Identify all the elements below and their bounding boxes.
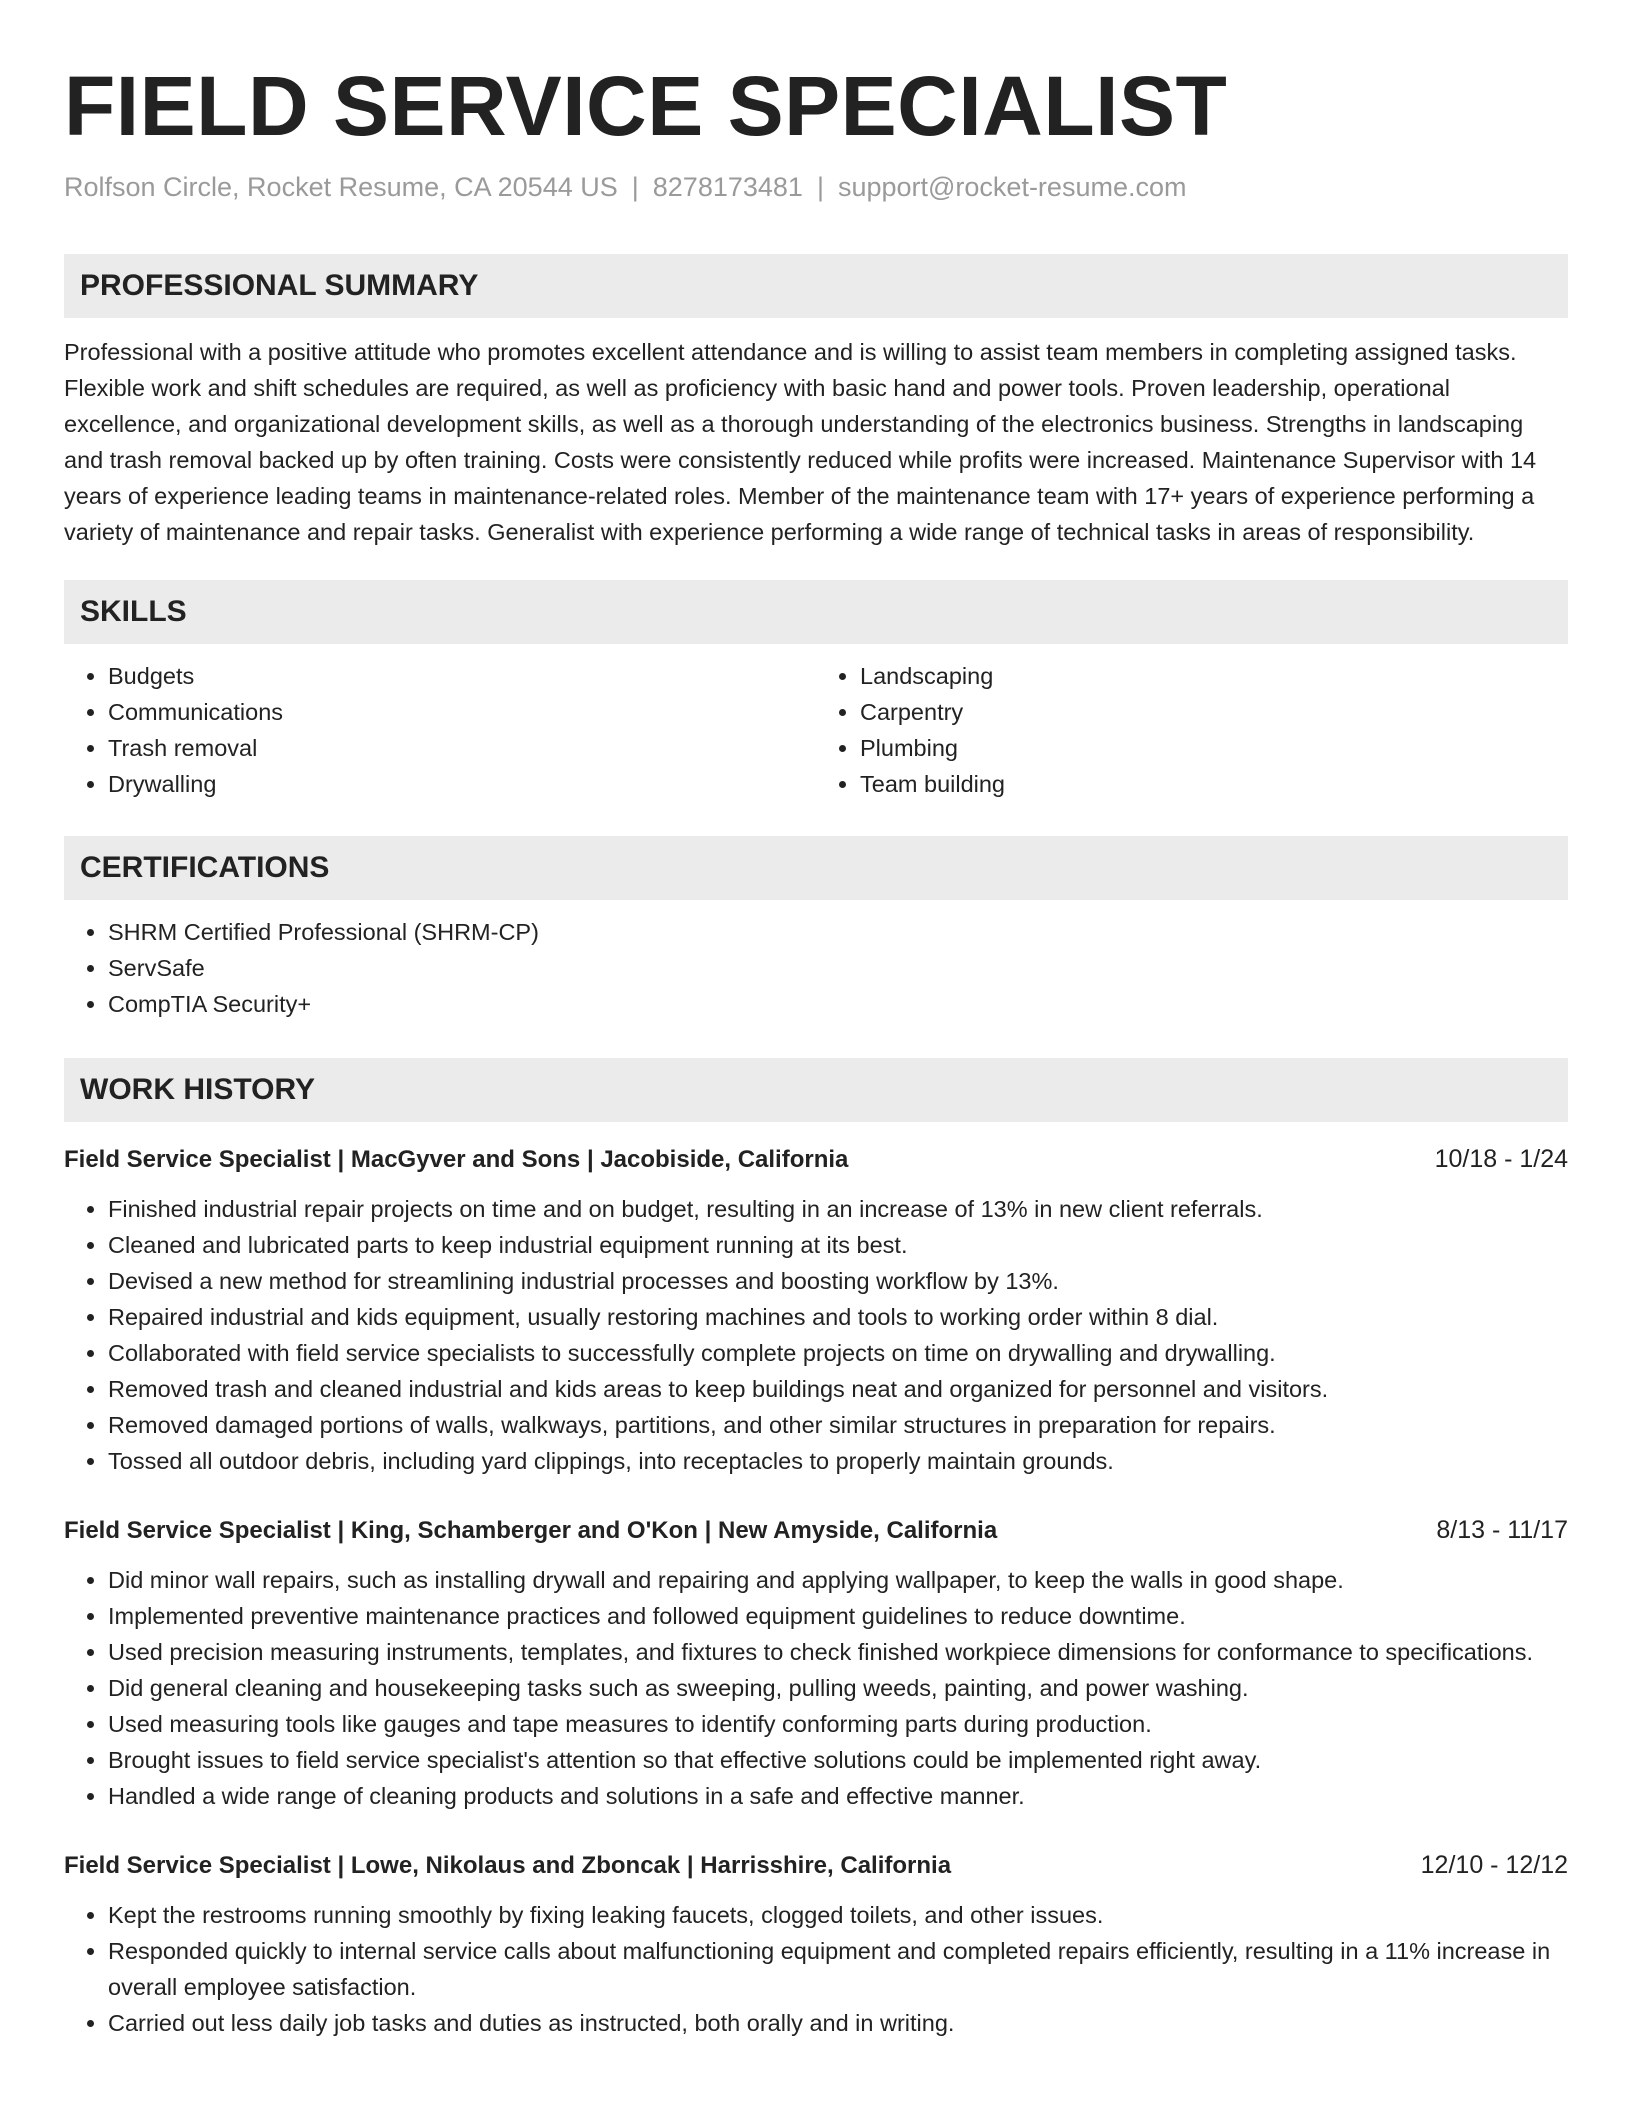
job-title: Field Service Specialist | King, Schamberger and O'Kon | New Amyside, California xyxy=(64,1517,998,1544)
job-bullets xyxy=(64,1191,1568,1479)
job-dates: 12/10 - 12/12 xyxy=(1420,1851,1568,1879)
resume-title: FIELD SERVICE SPECIALIST xyxy=(64,59,1228,153)
job-bullet: • Tossed all outdoor debris, including yard clippings, into receptacles to properly maintain grounds. xyxy=(108,1443,1568,1479)
job-bullet: • Did minor wall repairs, such as installing drywall and repairing and applying wallpaper, to keep the walls in good shape. xyxy=(108,1562,1568,1598)
contact-separator: | xyxy=(631,172,639,202)
job-title: Field Service Specialist | MacGyver and Sons | Jacobiside, California xyxy=(64,1146,849,1173)
job-bullet: • Implemented preventive maintenance practices and followed equipment guidelines to reduce downtime. xyxy=(108,1598,1568,1634)
contact-line xyxy=(64,170,1568,204)
skills-column-left xyxy=(64,658,816,802)
job-bullets xyxy=(64,1562,1568,1814)
job-bullet: • Collaborated with field service specialists to successfully complete projects on time on drywalling and drywalling. xyxy=(108,1335,1568,1371)
skills-column-right xyxy=(816,658,1568,802)
job-bullet: • Handled a wide range of cleaning products and solutions in a safe and effective manner. xyxy=(108,1778,1568,1814)
certifications-list xyxy=(64,914,1568,1022)
work-history-section-header: WORK HISTORY xyxy=(64,1058,1568,1122)
skill-item: • Trash removal xyxy=(108,730,816,766)
contact-phone: 8278173481 xyxy=(652,172,803,202)
skills-list xyxy=(64,658,1568,802)
certification-item: • CompTIA Security+ xyxy=(108,986,1568,1022)
job-dates: 8/13 - 11/17 xyxy=(1436,1516,1568,1544)
job-bullet: • Brought issues to field service specialist's attention so that effective solutions could be implemented right away. xyxy=(108,1742,1568,1778)
job-bullet: • Did general cleaning and housekeeping tasks such as sweeping, pulling weeds, painting, and power washing. xyxy=(108,1670,1568,1706)
job-heading xyxy=(64,1513,1568,1548)
job-bullet: • Removed damaged portions of walls, walkways, partitions, and other similar structures in preparation for repairs. xyxy=(108,1407,1568,1443)
job-bullet: • Responded quickly to internal service calls about malfunctioning equipment and completed repairs efficiently, resulting in a 11% increase in overall employee satisfaction. xyxy=(108,1933,1568,2005)
job-bullet: • Finished industrial repair projects on time and on budget, resulting in an increase of 13% in new client referrals. xyxy=(108,1191,1568,1227)
skill-item: • Drywalling xyxy=(108,766,816,802)
job-bullets xyxy=(64,1897,1568,2041)
job-entry xyxy=(64,1142,1568,1479)
job-heading xyxy=(64,1142,1568,1177)
skill-item: • Communications xyxy=(108,694,816,730)
job-bullet: • Cleaned and lubricated parts to keep industrial equipment running at its best. xyxy=(108,1227,1568,1263)
job-entry xyxy=(64,1513,1568,1814)
skill-item: • Budgets xyxy=(108,658,816,694)
summary-text: Professional with a positive attitude who promotes excellent attendance and is willing to assist team members in completing assigned tasks. Flexible work and shift schedules are required, as well as proficiency with basic hand and power tools. Proven leadership, operational excellence, and organizational development skills, as well as a thorough understanding of the electronics business. Strengths in landscaping and trash removal backed up by often training. Costs were consistently reduced while profits were increased. Maintenance Supervisor with 14 years of experience leading teams in maintenance-related roles. Member of the maintenance team with 17+ years of experience performing a variety of maintenance and repair tasks. Generalist with experience performing a wide range of technical tasks in areas of responsibility. xyxy=(64,339,1537,545)
summary-section-header: PROFESSIONAL SUMMARY xyxy=(64,254,1568,318)
job-bullet: • Repaired industrial and kids equipment, usually restoring machines and tools to working order within 8 dial. xyxy=(108,1299,1568,1335)
certification-item: • ServSafe xyxy=(108,950,1568,986)
job-dates: 10/18 - 1/24 xyxy=(1434,1145,1568,1173)
job-heading xyxy=(64,1848,1568,1883)
job-entry xyxy=(64,1848,1568,2041)
job-bullet: • Kept the restrooms running smoothly by fixing leaking faucets, clogged toilets, and other issues. xyxy=(108,1897,1568,1933)
job-bullet: • Used precision measuring instruments, templates, and fixtures to check finished workpiece dimensions for conformance to specifications. xyxy=(108,1634,1568,1670)
job-bullet: • Used measuring tools like gauges and tape measures to identify conforming parts during production. xyxy=(108,1706,1568,1742)
job-bullet: • Removed trash and cleaned industrial and kids areas to keep buildings neat and organized for personnel and visitors. xyxy=(108,1371,1568,1407)
skills-section-header: SKILLS xyxy=(64,580,1568,644)
skill-item: • Plumbing xyxy=(860,730,1568,766)
certification-item: • SHRM Certified Professional (SHRM-CP) xyxy=(108,914,1568,950)
contact-address: Rolfson Circle, Rocket Resume, CA 20544 US xyxy=(64,172,618,202)
contact-separator: | xyxy=(816,172,824,202)
skill-item: • Team building xyxy=(860,766,1568,802)
certifications-section-header: CERTIFICATIONS xyxy=(64,836,1568,900)
job-bullet: • Carried out less daily job tasks and duties as instructed, both orally and in writing. xyxy=(108,2005,1568,2041)
job-bullet: • Devised a new method for streamlining industrial processes and boosting workflow by 13%. xyxy=(108,1263,1568,1299)
contact-email: support@rocket-resume.com xyxy=(837,172,1187,202)
skill-item: • Carpentry xyxy=(860,694,1568,730)
skill-item: • Landscaping xyxy=(860,658,1568,694)
job-title: Field Service Specialist | Lowe, Nikolaus and Zboncak | Harrisshire, California xyxy=(64,1852,952,1879)
